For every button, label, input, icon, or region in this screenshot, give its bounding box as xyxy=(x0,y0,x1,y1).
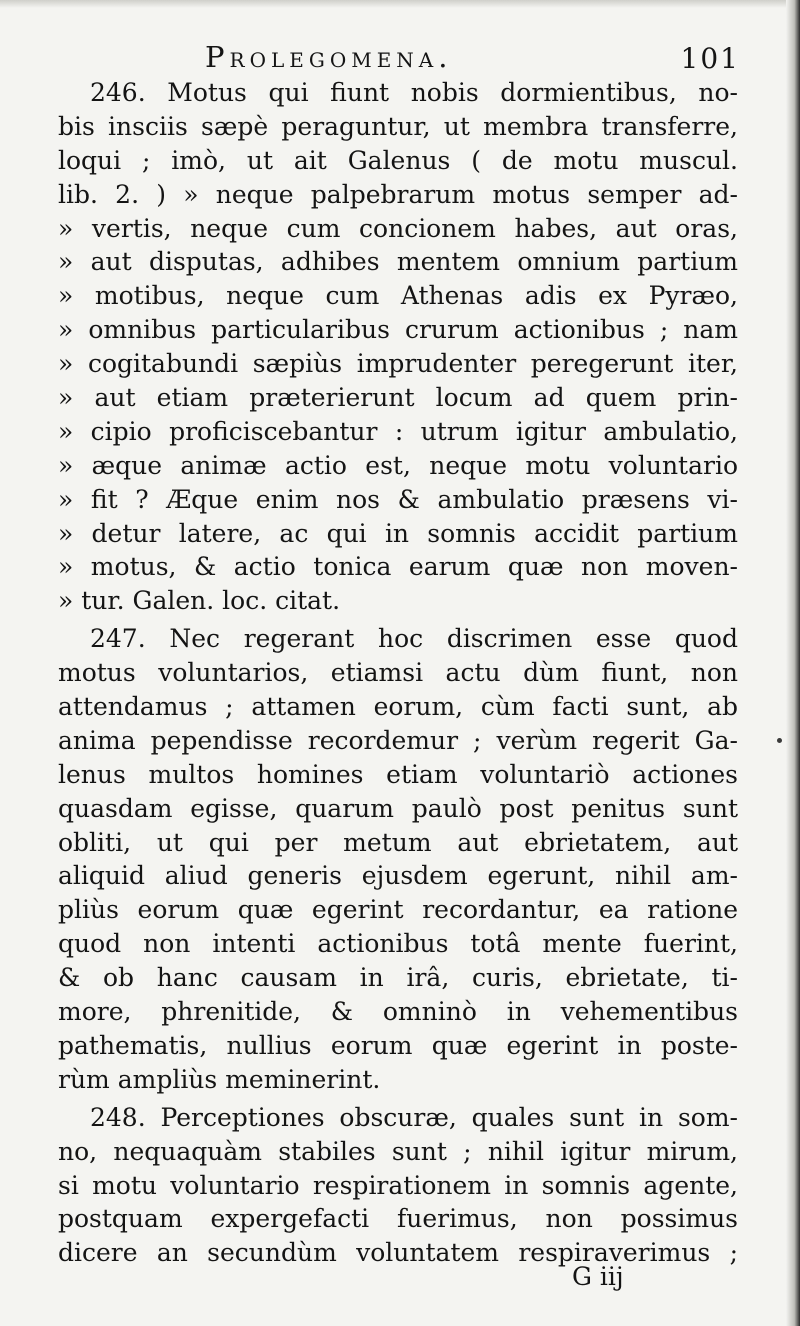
text-line: » fit ? Æque enim nos & ambulatio præsens vi- xyxy=(58,484,738,514)
text-line: anima pependisse recordemur ; verùm regerit Ga- xyxy=(58,725,738,755)
text-line: 248. Perceptiones obscuræ, quales sunt in som- xyxy=(90,1102,738,1132)
text-line: » aut disputas, adhibes mentem omnium partium xyxy=(58,247,738,277)
body-text xyxy=(58,76,738,1270)
text-line: 246. Motus qui fiunt nobis dormientibus, no- xyxy=(90,78,738,107)
text-line: quasdam egisse, quarum paulò post penitus sunt xyxy=(58,793,738,823)
page-number: 101 xyxy=(680,42,740,75)
text-line: more, phrenitide, & omninò in vehementibus xyxy=(58,997,738,1027)
signature-mark: G iij xyxy=(572,1262,624,1291)
text-line: attendamus ; attamen eorum, cùm facti sunt, ab xyxy=(58,692,738,722)
page-header xyxy=(205,40,740,80)
text-line: bis insciis sæpè peraguntur, ut membra transferre, xyxy=(58,111,738,141)
text-line: lenus multos homines etiam voluntariò actiones xyxy=(58,759,738,789)
text-line: motus voluntarios, etiamsi actu dùm fiunt, non xyxy=(58,658,738,688)
text-line: » vertis, neque cum concionem habes, aut oras, xyxy=(58,213,738,243)
text-line: » motibus, neque cum Athenas adis ex Pyræo, xyxy=(58,281,738,311)
ink-spot xyxy=(777,738,782,743)
page-right-edge xyxy=(786,0,800,1326)
text-line: quod non intenti actionibus totâ mente fuerint, xyxy=(58,929,738,959)
text-line: loqui ; imò, ut ait Galenus ( de motu muscul. xyxy=(58,145,738,175)
text-line: pathematis, nullius eorum quæ egerint in poste- xyxy=(58,1030,738,1060)
text-line: » cogitabundi sæpiùs imprudenter peregerunt iter, xyxy=(58,349,738,379)
text-line: postquam expergefacti fuerimus, non possimus xyxy=(58,1204,738,1234)
text-line: dicere an secundùm voluntatem respiraverimus ; xyxy=(58,1238,738,1268)
text-line: » motus, & actio tonica earum quæ non moven- xyxy=(58,552,738,582)
text-line: » detur latere, ac qui in somnis accidit partium xyxy=(58,518,738,548)
text-line: » cipio proficiscebantur : utrum igitur ambulatio, xyxy=(58,416,738,446)
text-line: » æque animæ actio est, neque motu voluntario xyxy=(58,450,738,480)
text-line: aliquid aliud generis ejusdem egerunt, nihil am- xyxy=(58,861,738,891)
text-line: » omnibus particularibus crurum actionibus ; nam xyxy=(58,315,738,345)
text-line: & ob hanc causam in irâ, curis, ebrietate, ti- xyxy=(58,963,738,993)
running-title: Prolegomena. xyxy=(205,40,453,74)
text-line: pliùs eorum quæ egerint recordantur, ea ratione xyxy=(58,895,738,925)
page-top-edge xyxy=(0,0,800,8)
text-line: rùm ampliùs meminerint. xyxy=(58,1064,381,1094)
text-line: » tur. Galen. loc. citat. xyxy=(58,586,341,616)
text-line: si motu voluntario respirationem in somnis agente, xyxy=(58,1170,738,1200)
text-line: no, nequaquàm stabiles sunt ; nihil igitur mirum, xyxy=(58,1136,738,1166)
text-line: 247. Nec regerant hoc discrimen esse quod xyxy=(90,624,738,654)
text-line: » aut etiam præterierunt locum ad quem prin- xyxy=(58,383,738,413)
text-line: lib. 2. ) » neque palpebrarum motus semper ad- xyxy=(58,179,738,209)
text-line: obliti, ut qui per metum aut ebrietatem, aut xyxy=(58,827,738,857)
